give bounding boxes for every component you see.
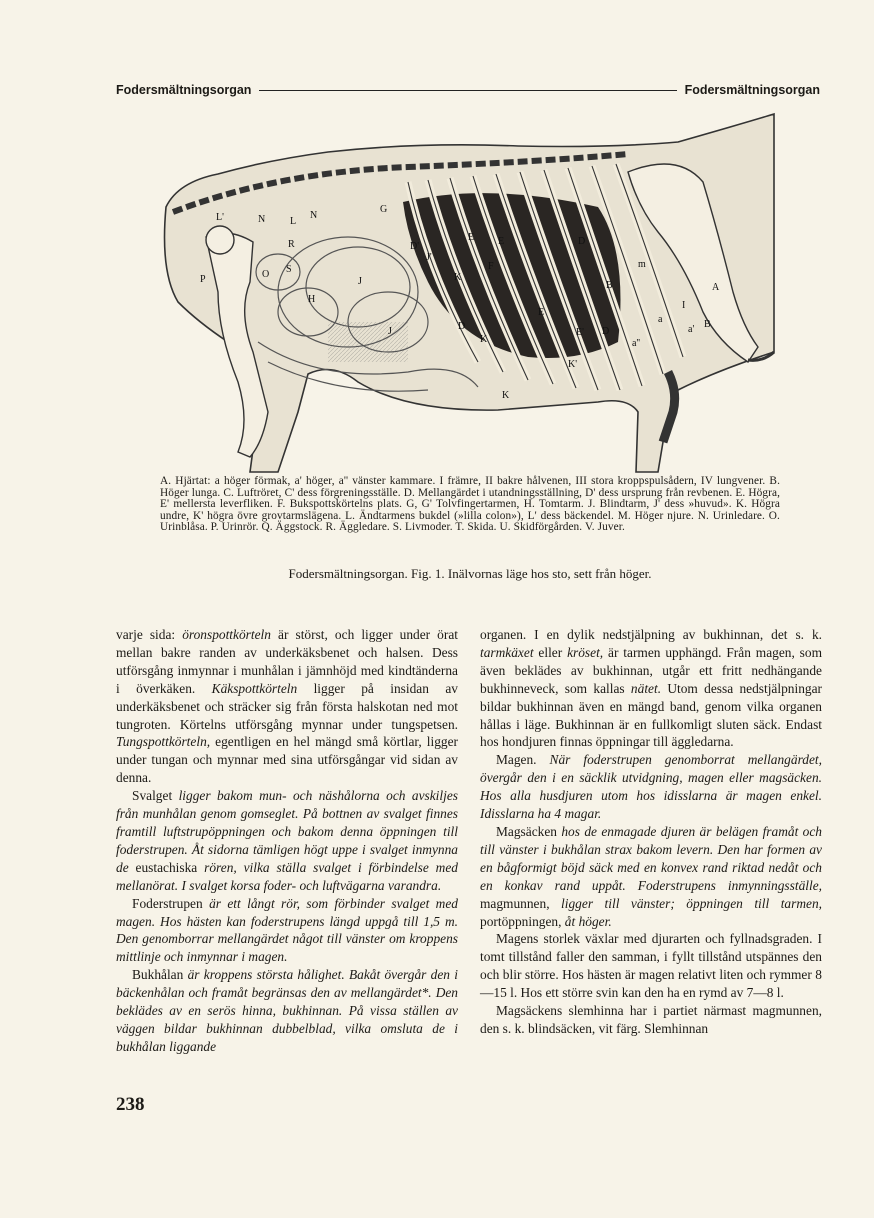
header-right-title: Fodersmältningsorgan (684, 83, 820, 97)
svg-text:P: P (200, 274, 206, 285)
italic-term: rören, vilka ställa svalget i förbindelse med mellanörat. I svalget korsa foder- och luftvägarna varandra. (116, 859, 458, 893)
paragraph-text: magmunnen, (480, 895, 550, 911)
paragraph-text: ligger på insidan av underkäksbenet och sträcker sig från första halskotan ned mot tungroten. Körtelns utförsgång mynnar under tungspetsen. (116, 680, 458, 732)
svg-text:D: D (578, 236, 586, 247)
anatomy-figure (158, 112, 778, 474)
svg-text:J: J (358, 276, 362, 287)
italic-term: kröset, (567, 644, 604, 660)
svg-text:I: I (682, 300, 686, 311)
paragraph (116, 626, 458, 787)
svg-text:R: R (288, 239, 295, 250)
italic-term: ligger bakom mun- och näshålorna och avskiljes från munhålan genom gomseglet. På bottnen av svalget finnes framtill luftstrupöppningen och bakom denna öppningen till foderstrupen. Åt sidorna tämligen högt uppe i svalget inmynna de (116, 788, 458, 875)
svg-text:K: K (502, 390, 510, 401)
paragraph (480, 751, 822, 823)
paragraph (480, 626, 822, 751)
paragraph (116, 895, 458, 967)
paragraph-text: Utom dessa nedstjälpningar bildar bukhinnan även en mängd band, genom vilka organen hållas i läge. Bukhinnan är en fullkomligt sluten säck. Endast hos hondjuren finnas öppningar till äggledarna. (480, 680, 823, 750)
paragraph-text: organen. I en dylik nedstjälpning av bukhinnan, det s. k. (480, 627, 822, 642)
right-text-column (480, 626, 822, 1038)
running-header (116, 80, 820, 100)
svg-text:m: m (638, 259, 646, 270)
svg-text:K: K (454, 272, 462, 283)
italic-term: Käkspottkörteln (211, 680, 298, 696)
paragraph-text: Svalget (132, 788, 173, 804)
paragraph-text: Magens storlek växlar med djurarten och fyllnadsgraden. I tomt tillstånd faller den samman, i fyllt tillstånd utspännes den och blir större. Hos hästen är magen relativt liten och rymmer 8—15 l. Hos ett större svin kan den ha en rymd av 7—8 l. (480, 931, 822, 1001)
svg-text:A: A (712, 282, 720, 293)
svg-text:B: B (606, 280, 613, 291)
svg-text:H: H (308, 294, 316, 305)
paragraph-text: Bukhålan (132, 967, 184, 983)
paragraph-text: Magsäckens slemhinna har i partiet närmast magmunnen, den s. k. blindsäcken, vit färg. Slemhinnan (480, 1003, 822, 1036)
svg-text:D: D (458, 321, 466, 332)
paragraph (116, 966, 458, 1056)
svg-text:E: E (538, 307, 545, 318)
paragraph-text: Magsäcken (496, 823, 557, 839)
paragraph-text: Magen. (496, 752, 537, 768)
italic-term: är ett långt rör, som förbinder svalget med magen. Hos hästen kan foderstrupens längd uppgå till 1,5 m. Den genomborrar mellangärdet något till vänster om kroppens mittlinje och inmynnar i magen. (116, 895, 458, 965)
paragraph (480, 1002, 822, 1038)
svg-text:L: L (290, 216, 297, 227)
horse-anatomy-illustration (158, 112, 778, 474)
paragraph-text: varje sida: (116, 627, 183, 642)
paragraph-text: eller (533, 644, 568, 660)
left-text-column (116, 626, 458, 1056)
page-number: 238 (116, 1094, 145, 1115)
svg-text:K': K' (568, 359, 578, 370)
paragraph-text: är störst, och ligger under örat mellan bakre randen av underkäksbenet och halsen. Dess utförsgång inmynnar i munhålan i jämnhöjd med kindtänderna i överkäken. (116, 627, 458, 696)
svg-text:L': L' (216, 212, 224, 223)
svg-text:G: G (380, 204, 388, 215)
header-rule (259, 90, 676, 91)
paragraph-text: Foderstrupen (132, 895, 203, 911)
paragraph-text: är tarmen upphängd. Från magen, som även beklädes av bukhinnan, utgår ett fritt nedhängande bukhinneveck, som kallas (480, 644, 823, 696)
svg-text:N: N (258, 214, 266, 225)
paragraph-text: egentligen en hel mängd små körtlar, ligger under tungan och mynnar med sina utförsgångar vid sidan av denna. (116, 734, 458, 786)
italic-term: ligger till vänster; öppningen till tarmen, (549, 895, 822, 911)
svg-text:S: S (286, 264, 292, 275)
svg-text:J': J' (426, 252, 432, 263)
paragraph-text: eustachiska (135, 859, 198, 875)
svg-text:E: E (468, 232, 475, 243)
paragraph (480, 823, 822, 930)
italic-term: öronspottkörteln (182, 627, 271, 642)
header-left-title: Fodersmältningsorgan (116, 83, 252, 97)
svg-text:a: a (658, 314, 663, 325)
svg-text:B: B (704, 319, 711, 330)
italic-term: nätet. (630, 680, 662, 696)
italic-term: När foderstrupen genomborrat mellangärdet, övergår den i en säcklik utvidgning, magen eller magsäcken. Hos alla husdjuren utom hos idisslarna är magen enkel. Idisslarna ha 4 magar. (480, 752, 822, 822)
italic-term: åt höger. (561, 913, 612, 929)
italic-term: Tungspottkörteln, (116, 734, 211, 750)
italic-term: hos de enmagade djuren är belägen framåt och till vänster i bukhålan strax bakom levern. Den har formen av en bågformigt böjd säck med en konvex rand riktad nedåt och en konkav rand uppåt. Foderstrupens inmynningsställe, (480, 823, 822, 893)
italic-term: tarmkäxet (480, 644, 534, 660)
paragraph-text: portöppningen, (480, 913, 562, 929)
svg-text:J: J (388, 326, 392, 337)
svg-text:D: D (602, 326, 610, 337)
svg-text:F: F (488, 261, 494, 272)
paragraph (480, 930, 822, 1002)
svg-text:a'': a'' (632, 338, 641, 349)
svg-text:E: E (498, 236, 505, 247)
figure-caption-title: Fodersmältningsorgan. Fig. 1. Inälvornas läge hos sto, sett från höger. (288, 566, 652, 581)
svg-text:O: O (262, 269, 270, 280)
italic-term: är kroppens största hålighet. Bakåt övergår den i bäckenhålan och framåt begränsas den av mellangärdet*. Den beklädes av en serös hinna, bukhinnan. På vissa ställen av väggen bildar bukhinnan dubbelblad, vilka omsluta de i bukhålan liggande (116, 967, 458, 1054)
svg-text:E': E' (576, 327, 584, 338)
figure-caption-key: A. Hjärtat: a höger förmak, a' höger, a'' vänster kammare. I främre, II bakre hålvenen, III stora kroppspulsådern, IV lungvener. B. Höger lunga. C. Luftröret, C' dess förgreningsställe. D. Mellangärdet i utandningsställning, D' dess ursprung från revbenen. E. Högra, E' mellersta leverfliken. F. Bukspottskörtelns plats. G, G' Tolvfingertarmen, H. Tomtarm. J. Blindtarm, J' dess »huvud». K. Högra undre, K' högra övre grovtarmslägena. L. Ändtarmens bukdel (»lilla colon»), L' dess bäckendel. M. Höger njure. N. Urinledare. O. Urinblåsa. P. Urinrör. Q. Äggstock. R. Äggledare. S. Livmoder. T. Skida. U. Skidförgården. V. Juver. (160, 475, 780, 533)
svg-text:K: K (480, 334, 488, 345)
paragraph (116, 787, 458, 894)
svg-text:N: N (310, 210, 318, 221)
svg-text:D': D' (410, 241, 420, 252)
svg-text:a': a' (688, 324, 695, 335)
